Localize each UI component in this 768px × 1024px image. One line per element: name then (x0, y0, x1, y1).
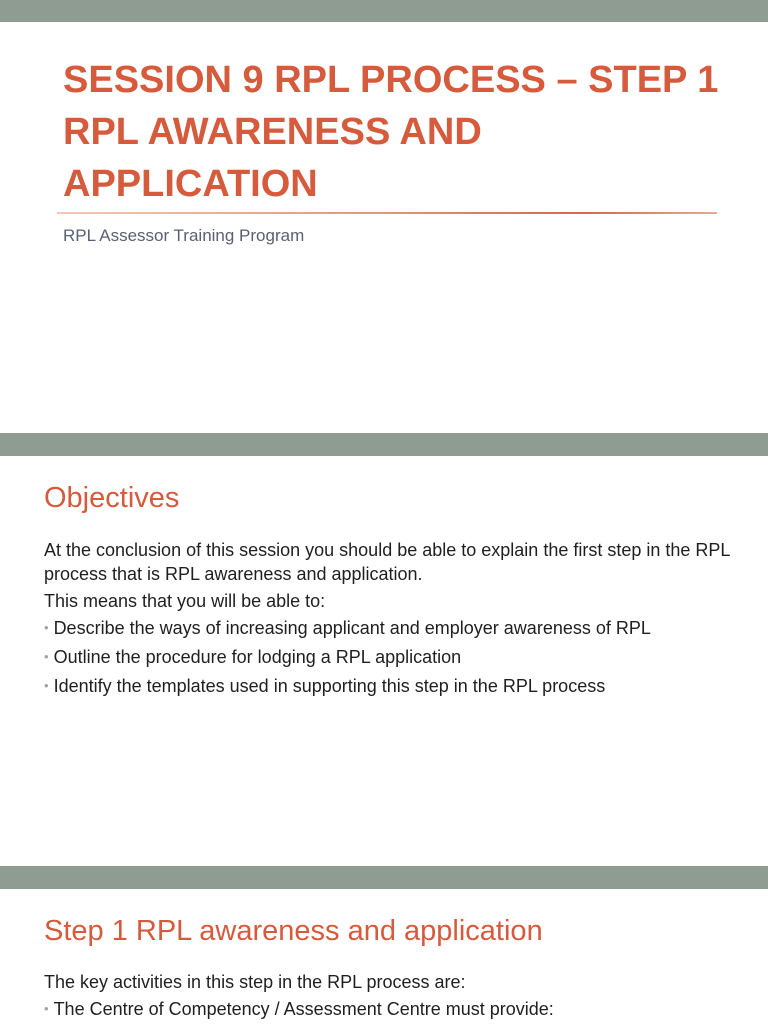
slide-divider-band (0, 0, 768, 22)
title-underline (57, 212, 717, 214)
bullet-icon: • (44, 620, 49, 635)
slide-title-heading: SESSION 9 RPL PROCESS – STEP 1 RPL AWARENESS AND APPLICATION (63, 59, 719, 205)
slide-title (0, 22, 768, 433)
list-item (44, 997, 734, 1023)
list-item-text: Identify the templates used in supporting this step in the RPL process (53, 676, 606, 696)
slide-heading: Step 1 RPL awareness and application (44, 915, 543, 947)
slide-divider-band (0, 866, 768, 889)
slide-step1 (0, 889, 768, 1024)
objective-list (44, 616, 734, 700)
bullet-icon: • (44, 649, 49, 664)
bullet-icon: • (44, 1001, 49, 1016)
activity-list (44, 997, 734, 1023)
bullet-icon: • (44, 678, 49, 693)
list-item-text: Describe the ways of increasing applicant and employer awareness of RPL (53, 618, 651, 638)
list-item (44, 616, 734, 642)
slide-divider-band (0, 433, 768, 456)
list-item-text: Outline the procedure for lodging a RPL application (53, 647, 462, 667)
slide-heading: Objectives (44, 482, 180, 514)
lead-paragraph: This means that you will be able to: (44, 591, 326, 611)
list-item (44, 645, 734, 671)
intro-paragraph: The key activities in this step in the RPL process are: (44, 972, 466, 992)
intro-paragraph: At the conclusion of this session you should be able to explain the first step in the RPL process that is RPL awareness and application. (44, 540, 730, 584)
slide-objectives (0, 456, 768, 866)
list-item-text: The Centre of Competency / Assessment Centre must provide: (53, 999, 554, 1019)
slide-body (44, 538, 734, 703)
slide-subtitle: RPL Assessor Training Program (63, 226, 305, 245)
slide-body (44, 970, 734, 1024)
list-item (44, 674, 734, 700)
